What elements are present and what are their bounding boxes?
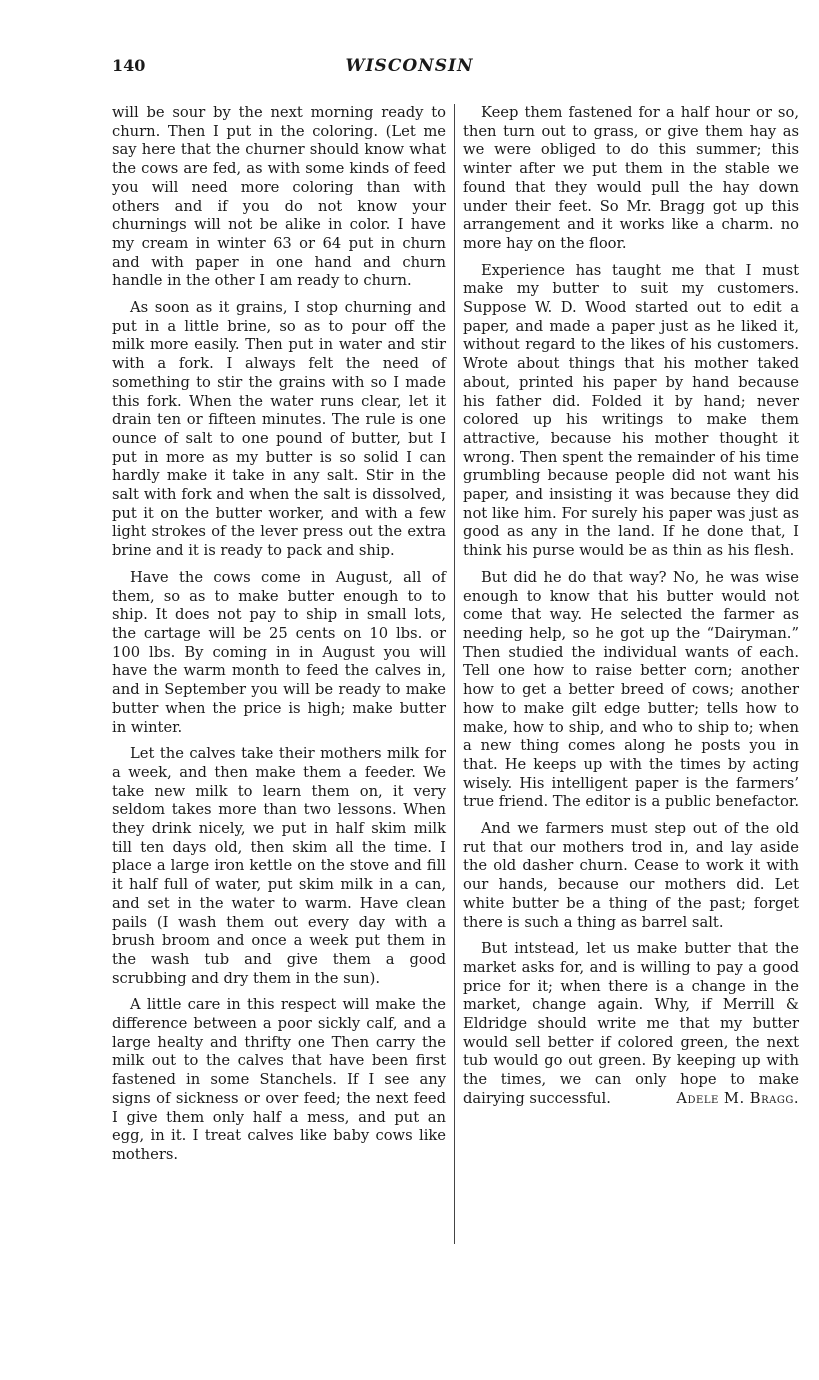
- paragraph: Experience has taught me that I must make my butter to suit my customers. Suppose W. D. Wood started out to edit a paper, and made a paper just as he liked it, without regard to the likes of his customers. Wrote about things that his mother taked about, printed his paper by hand because his father did. Folded it by hand; never colored up his writings to make them attractive, because his mother thought it wrong. Then spent the remainder of his time grumbling because people did not want his paper, and insisting it was because they did not like him. For surely his paper was just as good as any in the land. If he done that, I think his purse would be as thin as his flesh.: [463, 261, 799, 560]
- paragraph: A little care in this respect will make the difference between a poor sickly calf, and a large healty and thrifty one Then carry the milk out to the calves that have been first fastened in some Stanchels. If I see any signs of sickness or over feed; the next feed I give them only half a mess, and put an egg, in it. I treat calves like baby cows like mothers.: [112, 996, 446, 1163]
- left-column: [112, 104, 446, 1173]
- paragraph: As soon as it grains, I stop churning and put in a little brine, so as to pour off the milk more easily. Then put in water and stir with a fork. I always felt the need of something to stir the grains with so I made this fork. When the water runs clear, let it drain ten or fifteen minutes. The rule is one ounce of salt to one pound of butter, but I put in more as my butter is so solid I can hardly make it take in any salt. Stir in the salt with fork and when the salt is dissolved, put it on the butter worker, and with a few light strokes of the lever press out the extra brine and it is ready to pack and ship.: [112, 299, 446, 560]
- page-header: [0, 56, 819, 78]
- right-column: [463, 104, 799, 1117]
- paragraph: will be sour by the next morning ready to churn. Then I put in the coloring. (Let me say here that the churner should know what the cows are fed, as with some kinds of feed you will need more coloring than with others and if you do not know your churnings will not be alike in color. I have my cream in winter 63 or 64 put in churn and with paper in one hand and churn handle in the other I am ready to churn.: [112, 104, 446, 290]
- paragraph: Have the cows come in August, all of them, so as to make butter enough to to ship. It does not pay to ship in small lots, the cartage will be 25 cents on 10 lbs. or 100 lbs. By coming in in August you will have the warm month to feed the calves in, and in September you will be ready to make butter when the price is high; make butter in winter.: [112, 568, 446, 736]
- paragraph-text: But intstead, let us make butter that the market asks for, and is willing to pay a good price for it; when there is a change in the market, change again. Why, if Merrill & Eldridge should write me that my butter would sell better if colored green, the next tub would go out green. By keeping up with the times, we can only hope to make dairying successful.: [463, 940, 799, 1107]
- paragraph: And we farmers must step out of the old rut that our mothers trod in, and lay aside the old dasher churn. Cease to work it with our hands, because our mothers did. Let white butter be a thing of the past; forget there is such a thing as barrel salt.: [463, 820, 799, 931]
- column-divider: [454, 104, 455, 1244]
- paragraph: [463, 940, 799, 1108]
- running-head: WISCONSIN: [345, 56, 474, 76]
- paragraph: Let the calves take their mothers milk for a week, and then make them a feeder. We take new milk to learn them on, it very seldom takes more than two lessons. When they drink nicely, we put in half skim milk till ten days old, then skim all the time. I place a large iron kettle on the stove and fill it half full of water, put skim milk in a can, and set in the water to warm. Have clean pails (I wash them out every day with a brush broom and once a week put them in the wash tub and give them a good scrubbing and dry them in the sun).: [112, 745, 446, 987]
- author-signature: Adele M. Bragg.: [676, 1089, 799, 1107]
- page-number: 140: [112, 56, 146, 75]
- paragraph: Keep them fastened for a half hour or so, then turn out to grass, or give them hay as we were obliged to do this summer; this winter after we put them in the stable we found that they would pull the hay down under their feet. So Mr. Bragg got up this arrangement and it works like a charm. no more hay on the floor.: [463, 104, 799, 252]
- paragraph: But did he do that way? No, he was wise enough to know that his butter would not come that way. He selected the farmer as needing help, so he got up the “Dairyman.” Then studied the individual wants of each. Tell one how to raise better corn; another how to get a better breed of cows; another how to make gilt edge butter; tells how to make, how to ship, and who to ship to; when a new thing comes along he posts you in that. He keeps up with the times by acting wisely. His intelligent paper is the farmers’ true friend. The editor is a public benefactor.: [463, 568, 799, 811]
